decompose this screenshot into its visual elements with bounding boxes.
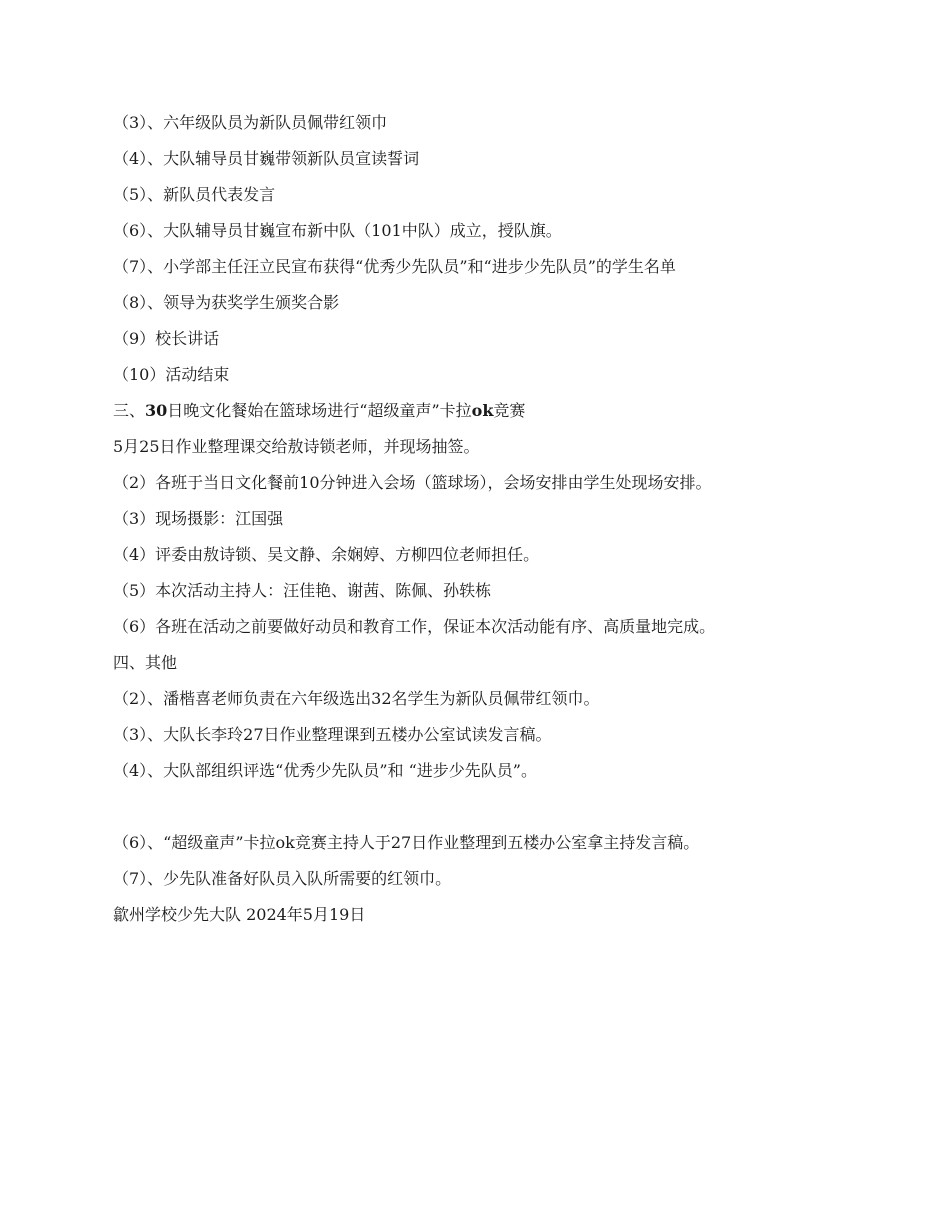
section-heading-4: 四、其他 (113, 653, 178, 672)
text-line: （2）、潘楷喜老师负责在六年级选出32名学生为新队员佩带红领巾。 (113, 689, 600, 708)
text-line: （3）现场摄影：江国强 (113, 509, 284, 528)
text-line: （6）、大队辅导员甘巍宣布新中队（101中队）成立，授队旗。 (113, 221, 562, 240)
text-line: （5）、新队员代表发言 (113, 185, 276, 204)
text-line: （8）、领导为获奖学生颁奖合影 (113, 293, 340, 312)
signature-line: 歙州学校少先大队 2024年5月19日 (113, 905, 366, 924)
text-line: （6）、“超级童声”卡拉ok竞赛主持人于27日作业整理到五楼办公室拿主持发言稿。 (113, 833, 700, 852)
text-line: （6）各班在活动之前要做好动员和教育工作，保证本次活动能有序、高质量地完成。 (113, 617, 716, 636)
section-heading-3 (113, 398, 873, 434)
text-line: （4）、大队部组织评选“优秀少先队员”和 “进步少先队员”。 (113, 761, 537, 780)
text-line: （7）、少先队准备好队员入队所需要的红领巾。 (113, 869, 452, 888)
text-line: （10）活动结束 (113, 365, 230, 384)
text-line: （5）本次活动主持人：汪佳艳、谢茜、陈佩、孙轶栋 (113, 581, 492, 600)
text-line: （3）、大队长李玲27日作业整理课到五楼办公室试读发言稿。 (113, 725, 552, 744)
text-line: 5月25日作业整理课交给敖诗锁老师，并现场抽签。 (113, 437, 480, 456)
text-line: （7）、小学部主任汪立民宣布获得“优秀少先队员”和“进步少先队员”的学生名单 (113, 257, 676, 276)
text-line: （2）各班于当日文化餐前10分钟进入会场（篮球场），会场安排由学生处现场安排。 (113, 473, 712, 492)
document-body (113, 110, 873, 938)
heading-text: 日晚文化餐始在篮球场进行“超级童声”卡拉 (167, 401, 472, 420)
bold-ok: ok (471, 401, 494, 420)
text-line: （4）、大队辅导员甘巍带领新队员宣读誓词 (113, 149, 420, 168)
heading-text-end: 竞赛 (493, 401, 526, 420)
text-line: （4）评委由敖诗锁、吴文静、余娴婷、方柳四位老师担任。 (113, 545, 540, 564)
bold-date: 30 (145, 401, 168, 420)
blank-line (113, 794, 873, 830)
text-line: （3）、六年级队员为新队员佩带红领巾 (113, 113, 388, 132)
text-line: （9）校长讲话 (113, 329, 220, 348)
section-number: 三、 (113, 401, 146, 420)
